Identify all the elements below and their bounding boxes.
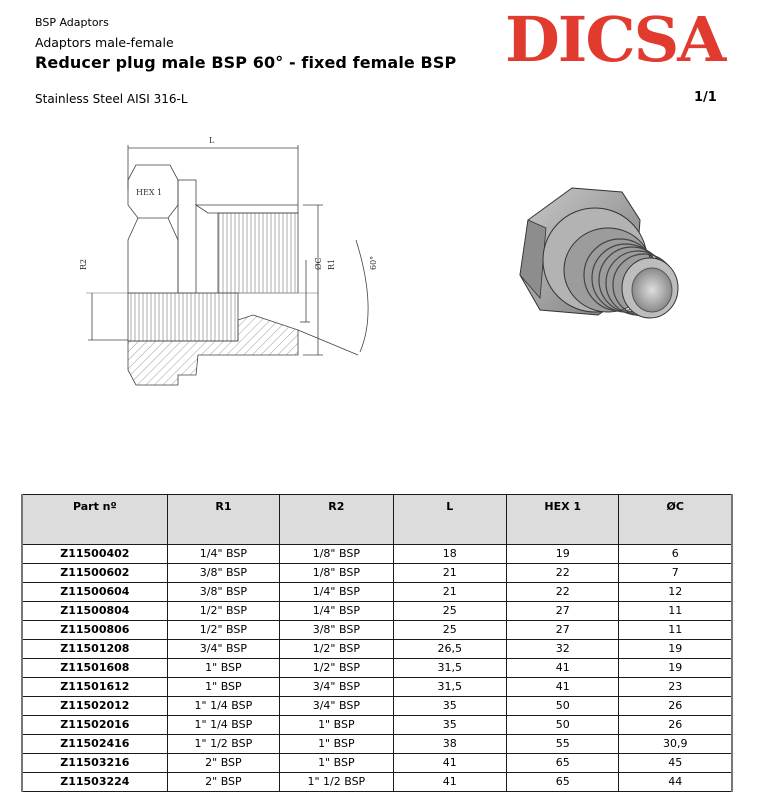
- col-header-r1: R1: [167, 495, 279, 545]
- cell-r2: 1" BSP: [280, 735, 393, 754]
- cell-hex1: 22: [507, 583, 619, 602]
- dim-c-label: ØC: [314, 257, 323, 270]
- dim-hex-label: HEX 1: [136, 188, 163, 197]
- col-header-part-no: Part nº: [22, 495, 167, 545]
- cell-l: 31,5: [393, 678, 506, 697]
- col-header-diameter-c: ØC: [619, 495, 732, 545]
- logo-text: DICSA: [505, 3, 725, 76]
- cell-r2: 1" BSP: [280, 754, 393, 773]
- cell-r2: 1/8" BSP: [280, 564, 393, 583]
- cell-hex1: 65: [507, 754, 619, 773]
- cell-r2: 3/8" BSP: [280, 621, 393, 640]
- cell-hex1: 55: [507, 735, 619, 754]
- table-row: [22, 678, 732, 697]
- cell-hex1: 27: [507, 621, 619, 640]
- cell-r1: 1/2" BSP: [167, 621, 279, 640]
- cell-part-no: Z11502016: [22, 716, 167, 735]
- col-header-hex1: HEX 1: [507, 495, 619, 545]
- cell-part-no: Z11503216: [22, 754, 167, 773]
- cell-r2: 3/4" BSP: [280, 678, 393, 697]
- table-row: [22, 602, 732, 621]
- cell-l: 25: [393, 621, 506, 640]
- table-row: [22, 735, 732, 754]
- cell-r1: 1/4" BSP: [167, 545, 279, 564]
- table-row: [22, 773, 732, 792]
- dim-r1-label: R1: [327, 258, 336, 270]
- cell-diameter-c: 44: [619, 773, 732, 792]
- cell-part-no: Z11502416: [22, 735, 167, 754]
- dicsa-logo: [505, 3, 733, 76]
- cell-hex1: 41: [507, 659, 619, 678]
- technical-drawing: [78, 130, 408, 390]
- cell-l: 25: [393, 602, 506, 621]
- cell-diameter-c: 6: [619, 545, 732, 564]
- cell-r1: 3/8" BSP: [167, 564, 279, 583]
- subcategory-label: Adaptors male-female: [35, 35, 174, 50]
- cell-l: 41: [393, 754, 506, 773]
- cell-r2: 3/4" BSP: [280, 697, 393, 716]
- cell-diameter-c: 12: [619, 583, 732, 602]
- cell-l: 31,5: [393, 659, 506, 678]
- cell-hex1: 22: [507, 564, 619, 583]
- table-row: [22, 564, 732, 583]
- cell-diameter-c: 11: [619, 602, 732, 621]
- dim-l-label: L: [209, 136, 215, 145]
- table-row: [22, 640, 732, 659]
- cell-diameter-c: 7: [619, 564, 732, 583]
- table-row: [22, 754, 732, 773]
- section-drawing-icon: [78, 130, 408, 390]
- product-3d-render: [510, 180, 690, 345]
- table-row: [22, 621, 732, 640]
- cell-part-no: Z11503224: [22, 773, 167, 792]
- cell-l: 35: [393, 697, 506, 716]
- cell-diameter-c: 19: [619, 640, 732, 659]
- cell-r1: 2" BSP: [167, 754, 279, 773]
- cell-r1: 1/2" BSP: [167, 602, 279, 621]
- cell-r2: 1/2" BSP: [280, 659, 393, 678]
- cell-part-no: Z11500806: [22, 621, 167, 640]
- cell-l: 21: [393, 564, 506, 583]
- cell-part-no: Z11500804: [22, 602, 167, 621]
- cell-l: 21: [393, 583, 506, 602]
- cell-r1: 3/8" BSP: [167, 583, 279, 602]
- cell-diameter-c: 30,9: [619, 735, 732, 754]
- table-row: [22, 583, 732, 602]
- cell-l: 18: [393, 545, 506, 564]
- cell-diameter-c: 45: [619, 754, 732, 773]
- cell-diameter-c: 19: [619, 659, 732, 678]
- cell-r1: 1" 1/2 BSP: [167, 735, 279, 754]
- cell-hex1: 50: [507, 697, 619, 716]
- col-header-l: L: [393, 495, 506, 545]
- table-row: [22, 545, 732, 564]
- parts-table: [21, 494, 733, 792]
- cell-r2: 1/8" BSP: [280, 545, 393, 564]
- cell-hex1: 32: [507, 640, 619, 659]
- cell-r1: 1" BSP: [167, 678, 279, 697]
- cell-hex1: 50: [507, 716, 619, 735]
- table-row: [22, 716, 732, 735]
- cell-part-no: Z11500402: [22, 545, 167, 564]
- cell-part-no: Z11501612: [22, 678, 167, 697]
- cell-r2: 1" 1/2 BSP: [280, 773, 393, 792]
- cell-r2: 1/4" BSP: [280, 602, 393, 621]
- cell-part-no: Z11501608: [22, 659, 167, 678]
- table-row: [22, 659, 732, 678]
- fitting-image-icon: [510, 180, 690, 345]
- cell-r1: 1" 1/4 BSP: [167, 697, 279, 716]
- cell-diameter-c: 23: [619, 678, 732, 697]
- col-header-r2: R2: [280, 495, 393, 545]
- cell-r1: 2" BSP: [167, 773, 279, 792]
- dim-angle-label: 60°: [369, 255, 378, 270]
- cell-part-no: Z11501208: [22, 640, 167, 659]
- category-label: BSP Adaptors: [35, 16, 109, 29]
- cell-diameter-c: 26: [619, 716, 732, 735]
- cell-diameter-c: 11: [619, 621, 732, 640]
- cell-part-no: Z11500604: [22, 583, 167, 602]
- cell-l: 38: [393, 735, 506, 754]
- material-label: Stainless Steel AISI 316-L: [35, 92, 188, 106]
- cell-l: 26,5: [393, 640, 506, 659]
- cell-hex1: 27: [507, 602, 619, 621]
- cell-hex1: 41: [507, 678, 619, 697]
- cell-r1: 3/4" BSP: [167, 640, 279, 659]
- cell-l: 35: [393, 716, 506, 735]
- cell-r1: 1" 1/4 BSP: [167, 716, 279, 735]
- cell-l: 41: [393, 773, 506, 792]
- table-header-row: [22, 495, 732, 545]
- cell-diameter-c: 26: [619, 697, 732, 716]
- cell-r2: 1/4" BSP: [280, 583, 393, 602]
- dim-r2-label: R2: [79, 258, 88, 270]
- page-title: Reducer plug male BSP 60° - fixed female BSP: [35, 53, 457, 72]
- cell-part-no: Z11500602: [22, 564, 167, 583]
- page-number: 1/1: [694, 90, 717, 105]
- cell-hex1: 65: [507, 773, 619, 792]
- cell-r2: 1" BSP: [280, 716, 393, 735]
- cell-hex1: 19: [507, 545, 619, 564]
- cell-r1: 1" BSP: [167, 659, 279, 678]
- cell-part-no: Z11502012: [22, 697, 167, 716]
- cell-r2: 1/2" BSP: [280, 640, 393, 659]
- table-row: [22, 697, 732, 716]
